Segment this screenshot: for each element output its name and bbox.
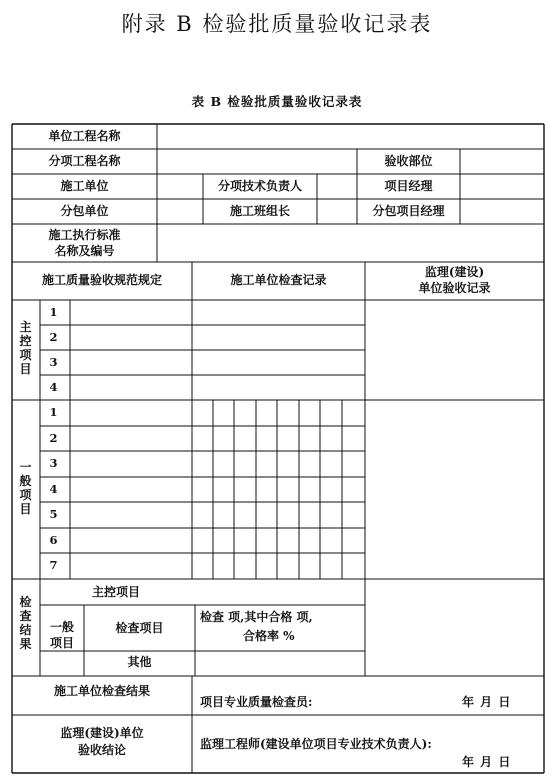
supervisor-conclusion-label-line2: 验收结论 — [77, 743, 126, 757]
engineer-label: 监理工程师(建设单位项目专业技术负责人): — [200, 737, 432, 751]
subcontractor-label: 分包单位 — [60, 204, 109, 218]
main-item-number: 3 — [49, 355, 58, 369]
team-leader-label: 施工班组长 — [229, 204, 290, 218]
main-item-number: 4 — [49, 380, 58, 394]
standard-label-line1: 施工执行标准 — [48, 228, 121, 242]
project-manager-label: 项目经理 — [384, 179, 433, 193]
check-items-label: 检查项目 — [115, 621, 164, 635]
general-item-number: 5 — [49, 507, 58, 521]
main-control-label — [12, 320, 39, 376]
supervisor-column-header-line2: 单位验收记录 — [418, 281, 491, 295]
general-item-number: 7 — [49, 558, 58, 572]
result-main-control-label: 主控项目 — [91, 585, 140, 599]
general-item-number: 4 — [49, 482, 58, 496]
standard-label-line2: 名称及编号 — [54, 244, 115, 258]
result-general-label-line1: 一般 — [49, 620, 74, 634]
engineer-date: 年 月 日 — [462, 755, 512, 769]
general-item-number: 1 — [49, 405, 58, 419]
contractor-record-column-header: 施工单位检查记录 — [230, 273, 327, 287]
main-item-number: 2 — [49, 330, 58, 344]
main-item-number: 1 — [49, 305, 58, 319]
table-caption: 表 B 检验批质量验收记录表 — [191, 94, 363, 109]
general-item-number: 6 — [49, 533, 58, 547]
unit-project-label: 单位工程名称 — [48, 129, 121, 143]
supervisor-conclusion-label-line1: 监理(建设)单位 — [60, 726, 144, 740]
check-summary-line1: 检查 项,其中合格 项, — [200, 610, 313, 624]
supervisor-column-header-line1: 监理(建设) — [424, 265, 485, 279]
check-summary-line2: 合格率 % — [243, 629, 295, 643]
sub-project-manager-label: 分包项目经理 — [372, 204, 445, 218]
result-label — [12, 595, 39, 651]
general-item-number: 2 — [49, 431, 58, 445]
result-general-label-line2: 项目 — [49, 636, 74, 650]
sub-tech-lead-label: 分项技术负责人 — [217, 179, 302, 193]
inspector-label: 项目专业质量检查员: — [200, 695, 313, 709]
main-control-label-text: 主控项目 — [19, 320, 32, 376]
spec-column-header: 施工质量验收规范规定 — [41, 273, 162, 287]
general-label-text: 一般项目 — [19, 460, 32, 516]
other-label: 其他 — [127, 655, 152, 669]
sub-project-label: 分项工程名称 — [48, 154, 121, 168]
result-label-text: 检查结果 — [19, 595, 32, 651]
contractor-result-label: 施工单位检查结果 — [53, 684, 150, 698]
accept-part-label: 验收部位 — [384, 154, 433, 168]
inspector-date: 年 月 日 — [462, 695, 512, 709]
contractor-label: 施工单位 — [60, 179, 109, 193]
general-label — [12, 460, 39, 516]
general-item-number: 3 — [49, 456, 58, 470]
page-title: 附录 B 检验批质量验收记录表 — [121, 12, 433, 36]
